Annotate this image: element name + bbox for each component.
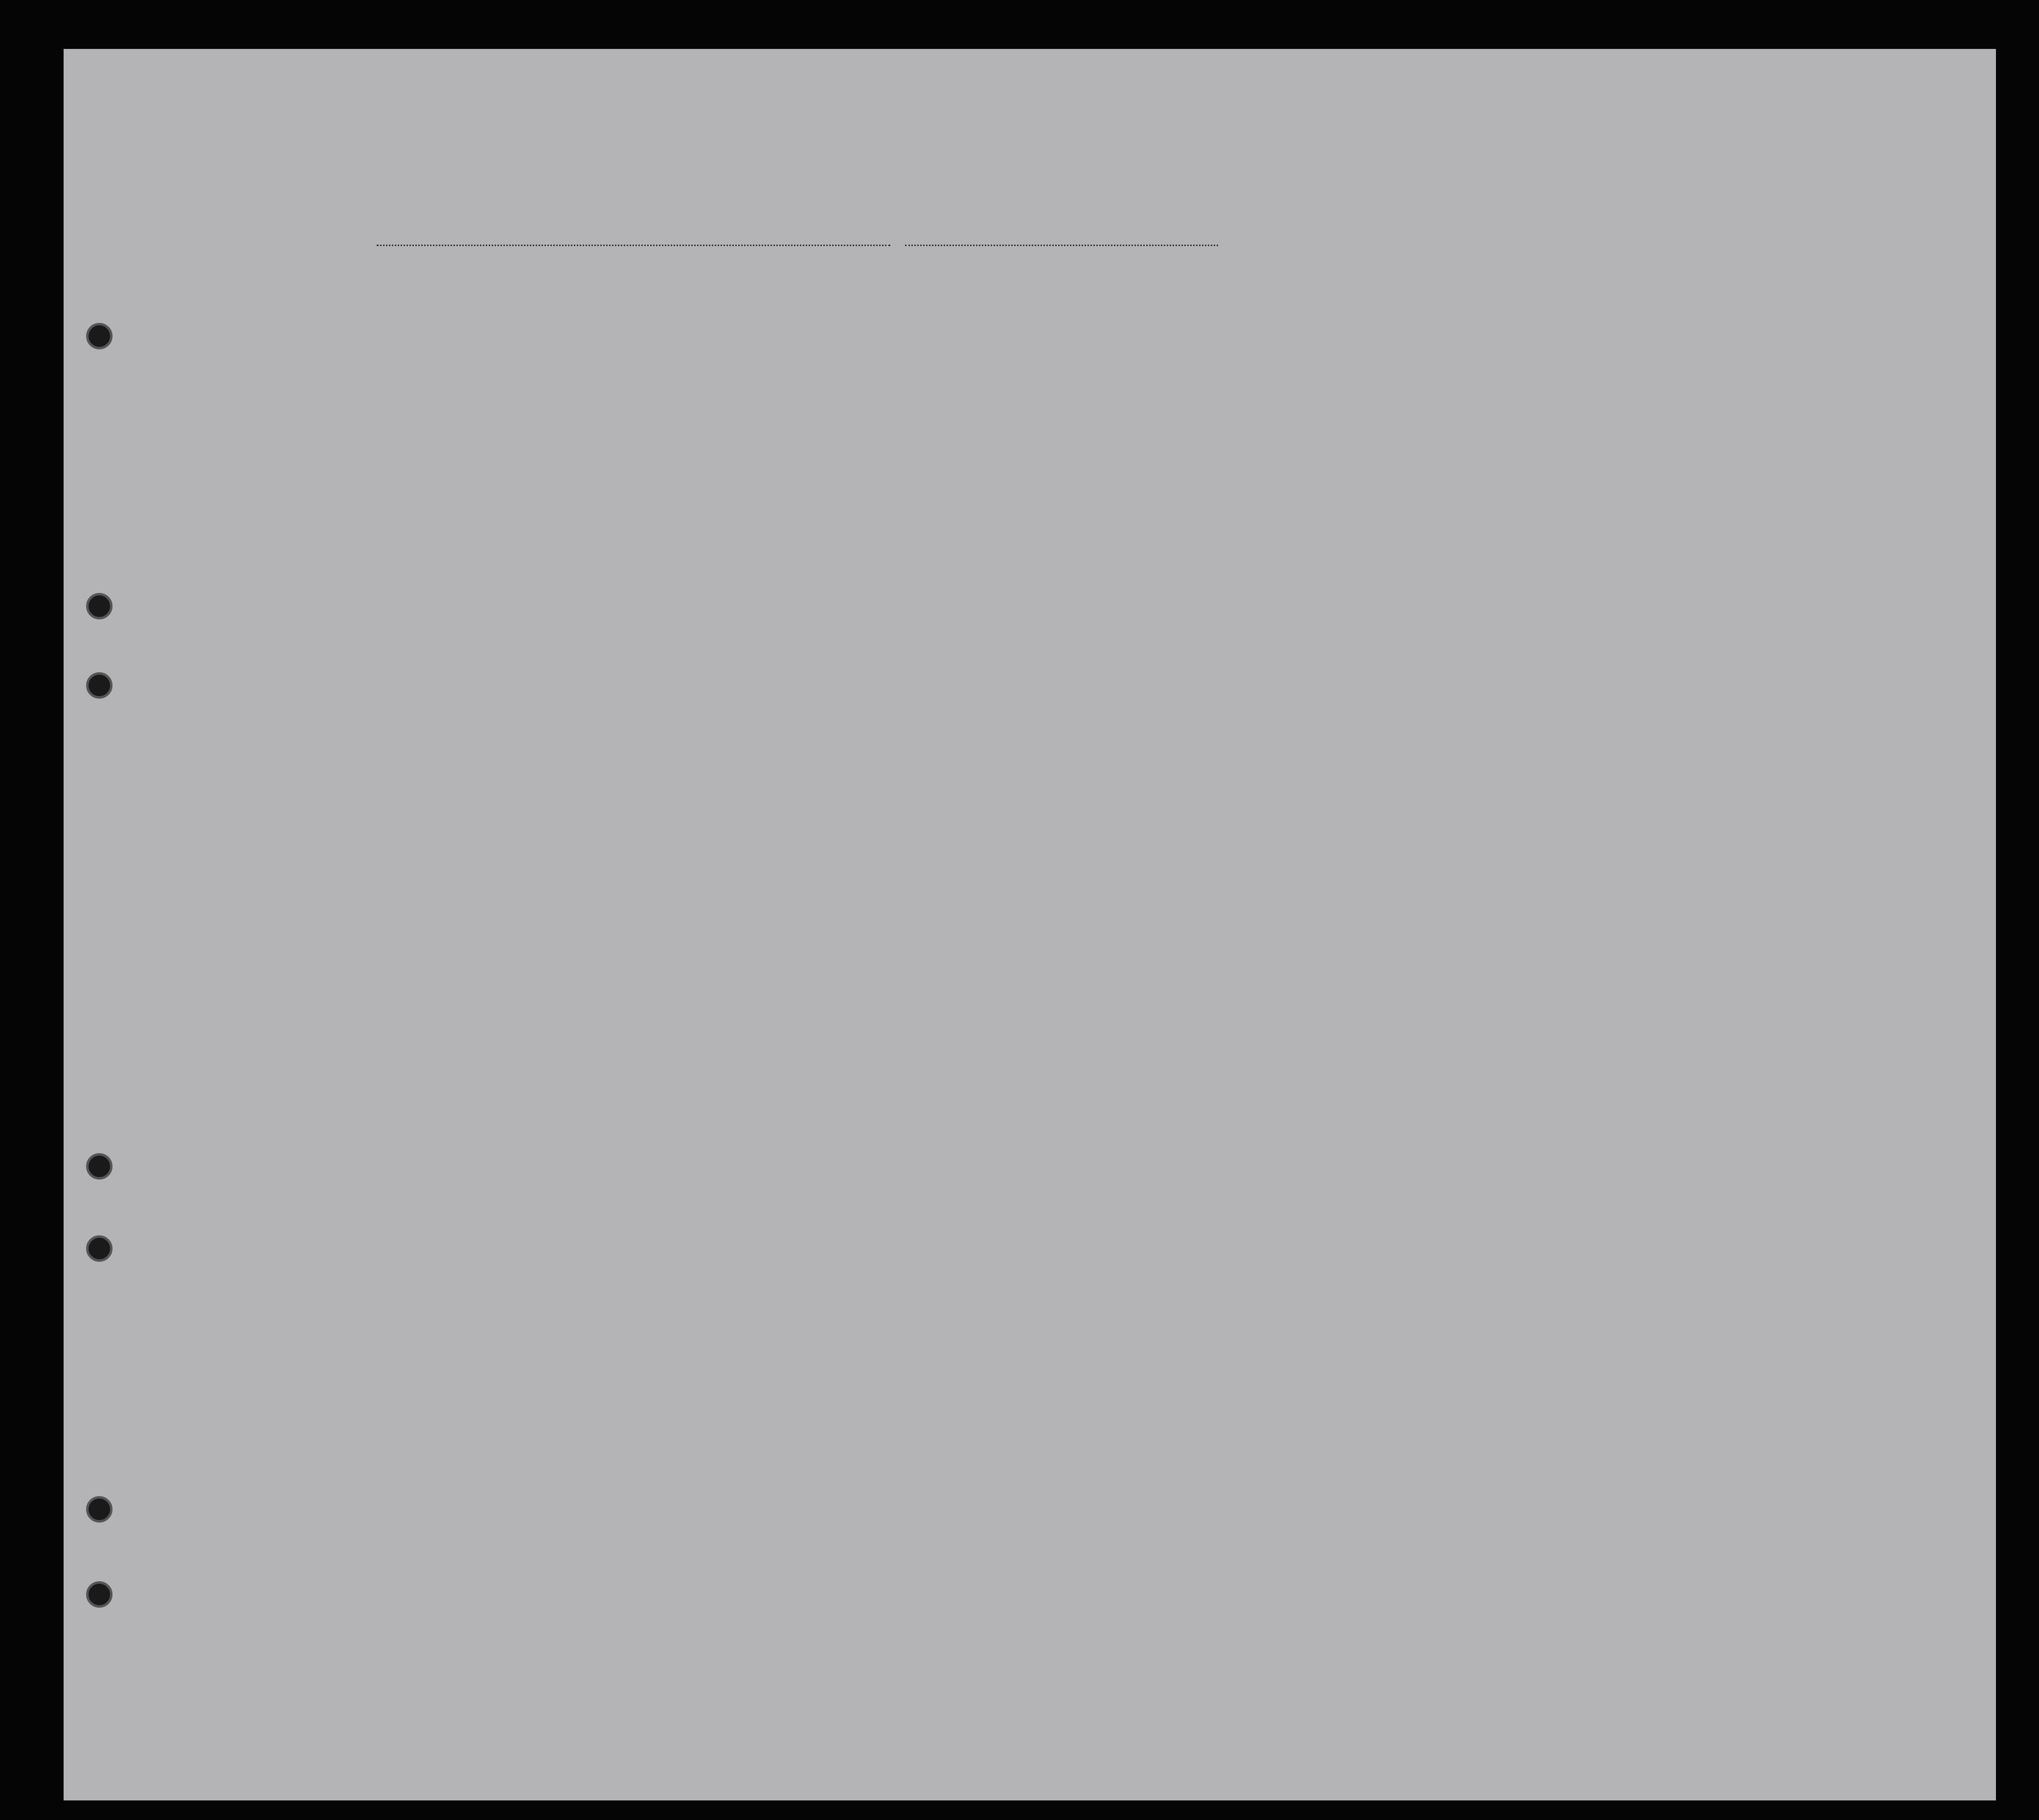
header-membership (1441, 323, 1470, 440)
binder-hole (86, 593, 113, 619)
header-purpose-length (1218, 330, 1243, 438)
header-ticket (602, 303, 621, 435)
manifest-sheet (64, 49, 1996, 1800)
header-feet (1648, 391, 1662, 431)
binder-hole (86, 1235, 113, 1262)
header-purpose-return (1174, 330, 1203, 438)
header-fifty (741, 303, 761, 435)
binder-hole (86, 672, 113, 699)
binder-hole (86, 1153, 113, 1180)
binder-hole (86, 1496, 113, 1523)
header-deported (1481, 323, 1506, 440)
table-grid (64, 49, 1996, 1800)
port-line (377, 245, 890, 246)
header-polygamist (1341, 323, 1359, 440)
header-purpose-citizen (1277, 330, 1301, 438)
header-prison (1312, 323, 1334, 440)
header-anarchist (1366, 323, 1383, 440)
binder-hole (86, 1581, 113, 1608)
header-overthrow (1397, 323, 1431, 440)
date-line (905, 245, 1218, 246)
binder-hole (86, 323, 113, 349)
header-inches (1670, 382, 1684, 431)
